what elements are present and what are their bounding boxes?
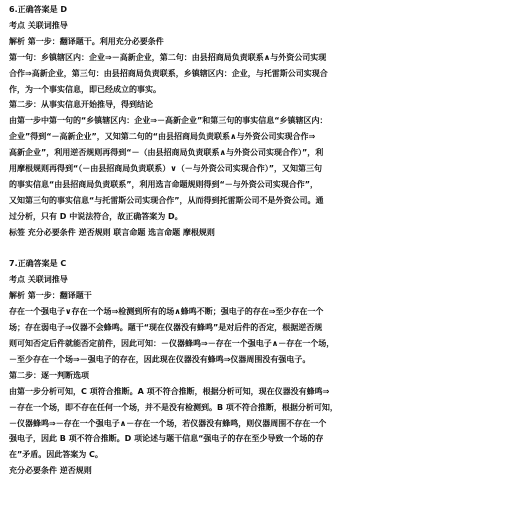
- answer-explanation-document: [9, 2, 517, 479]
- paragraph-line: 高新企业”，利用逆否规则再得到“－（由县招商局负责联系∧与外资公司实现合作）”，利: [9, 148, 324, 158]
- paragraph-line: 又知第三句的事实信息“与托雷斯公司实现合作”，从而得到托雷斯公司不是外资公司。通: [9, 195, 324, 205]
- paragraph-line: 场；存在弱电子⇒仪器不会蜂鸣。题干“现在仪器没有蜂鸣”是对后件的否定，根据逆否规: [9, 323, 323, 333]
- analysis-step-heading: 解析 第一步：翻译题干: [9, 291, 92, 301]
- paragraph-line: －仪器蜂鸣⇒－存在一个强电子∧－存在一个场，若仪器没有蜂鸣，则仪器周围不存在一个: [9, 418, 327, 428]
- paragraph-line: 存在一个强电子∨存在一个场⇒检测到所有的场∧蜂鸣不断；强电子的存在⇒至少存在一个: [9, 307, 324, 317]
- paragraph-line: 强电子，因此 B 项不符合推断。D 项论述与题干信息“强电子的存在至少导致一个场的存: [9, 434, 324, 444]
- topic-line: 考点 关联词推导: [9, 275, 68, 285]
- paragraph-line: －存在一个场，即不存在任何一个场，并不是没有检测到。B 项不符合推断，根据分析可知，: [9, 402, 338, 412]
- paragraph-line: 企业”得到“－高新企业”，又知第二句的“由县招商局负责联系∧与外资公司实现合作⇒: [9, 132, 316, 142]
- topic-line: 考点 关联词推导: [9, 20, 68, 30]
- tags-line: 标签 充分必要条件 逆否规则 联言命题 选言命题 摩根规则: [9, 227, 215, 237]
- paragraph-line: 由第一步分析可知，C 项符合推断。A 项不符合推断，根据分析可知，现在仪器没有蜂鸣⇒: [9, 386, 330, 396]
- paragraph-line: 第一句：乡镇辖区内：企业⇒－高新企业，第二句：由县招商局负责联系∧与外资公司实现: [9, 52, 327, 62]
- paragraph-line: 过分析，只有 D 中说法符合，故正确答案为 D。: [9, 211, 183, 221]
- paragraph-line: 作，为一个事实信息，即已经成立的事实。: [9, 84, 161, 94]
- paragraph-line: 合作⇒高新企业，第三句：由县招商局负责联系，乡镇辖区内：企业，与托雷斯公司实现合: [9, 68, 328, 78]
- question-7-section: [9, 256, 517, 479]
- analysis-step-heading: 解析 第一步：翻译题干。利用充分必要条件: [9, 36, 164, 46]
- paragraph-line: 的事实信息“由县招商局负责联系”，利用选言命题规则得到“－与外资公司实现合作”，: [9, 179, 319, 189]
- paragraph-line: 由第一步中第一句的“乡镇辖区内：企业⇒－高新企业”和第三句的事实信息“乡镇辖区内：: [9, 116, 328, 126]
- paragraph-line: 在”矛盾。因此答案为 C。: [9, 450, 103, 460]
- section-spacer: [9, 241, 517, 257]
- paragraph-line: 用摩根规则再得到“（－由县招商局负责联系）∨（－与外资公司实现合作）”，又知第三句: [9, 164, 323, 174]
- answer-heading: 6.正确答案是 D: [9, 5, 68, 14]
- step-heading: 第二步：逐一判断选项: [9, 370, 89, 380]
- tags-line: 充分必要条件 逆否规则: [9, 466, 92, 476]
- step-heading: 第二步：从事实信息开始推导，得到结论: [9, 100, 153, 110]
- paragraph-line: －至少存在一个场⇒－强电子的存在，因此现在仪器没有蜂鸣⇒仪器周围没有强电子。: [9, 354, 311, 364]
- answer-heading: 7.正确答案是 C: [9, 259, 67, 269]
- paragraph-line: 则可知否定后件就能否定前件，因此可知：－仪器蜂鸣⇒－存在一个强电子∧－存在一个场，: [9, 339, 335, 349]
- question-6-section: [9, 2, 517, 241]
